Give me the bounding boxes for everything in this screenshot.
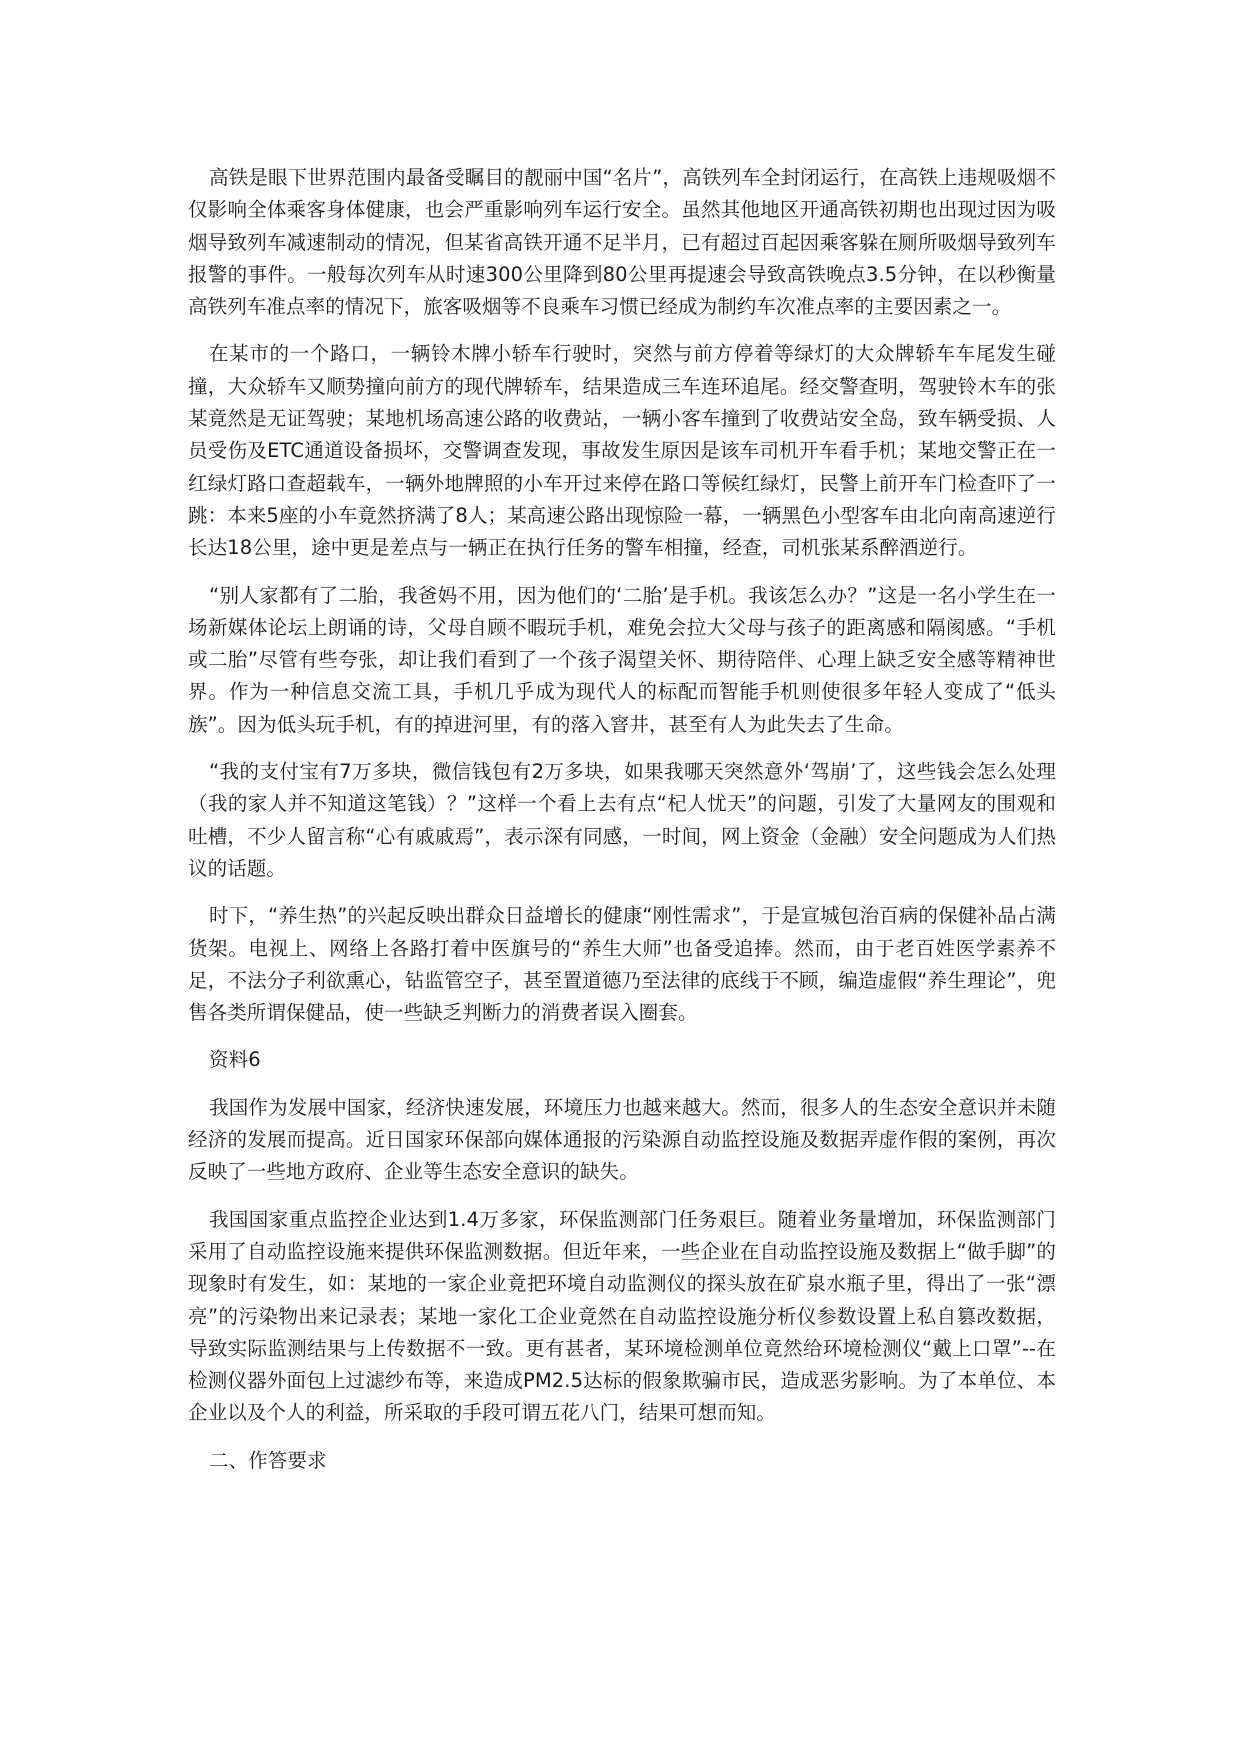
paragraph-high-speed-rail-smoking: 高铁是眼下世界范围内最备受瞩目的靓丽中国“名片”，高铁列车全封闭运行，在高铁上违规吸烟不仅影响全体乘客身体健康，也会严重影响列车运行安全。虽然其他地区开通高铁初期也出现过因为吸烟导致列车减速制动的情况，但某省高铁开通不足半月，已有超过百起因乘客躲在厕所吸烟导致列车报警的事件。一般每次列车从时速300公里降到80公里再提速会导致高铁晚点3.5分钟，在以秒衡量高铁列车准点率的情况下，旅客吸烟等不良乘车习惯已经成为制约车次准点率的主要因素之一。	[188, 166, 1056, 319]
paragraph-health-products: 时下，“养生热”的兴起反映出群众日益增长的健康“刚性需求”，于是宣城包治百病的保健补品占满货架。电视上、网络上各路打着中医旗号的“养生大师”也备受追捧。然而，由于老百姓医学素养不足，不法分子利欲熏心，钻监管空子，甚至置道德乃至法律的底线于不顾，编造虚假“养生理论”，兜售各类所谓保健品，使一些缺乏判断力的消费者误入圈套。	[188, 904, 1056, 1025]
section-heading-answer-requirements: 二、作答要求	[209, 1448, 327, 1472]
document-page	[188, 162, 1056, 1492]
section-heading-material-6: 资料6	[209, 1048, 261, 1072]
paragraph-phone-second-child: “别人家都有了二胎，我爸妈不用，因为他们的‘二胎’是手机。我该怎么办？”这是一名小学生在一场新媒体论坛上朗诵的诗，父母自顾不暇玩手机，难免会拉大父母与孩子的距离感和隔阂感。“手机或二胎”尽管有些夸张，却让我们看到了一个孩子渴望关怀、期待陪伴、心理上缺乏安全感等精神世界。作为一种信息交流工具，手机几乎成为现代人的标配而智能手机则使很多年轻人变成了“低头族”。因为低头玩手机，有的掉进河里，有的落入窨井，甚至有人为此失去了生命。	[188, 583, 1056, 736]
paragraph-monitoring-fraud: 我国国家重点监控企业达到1.4万多家，环保监测部门任务艰巨。随着业务量增加，环保监测部门采用了自动监控设施来提供环保监测数据。但近年来，一些企业在自动监控设施及数据上“做手脚”的现象时有发生，如：某地的一家企业竟把环境自动监测仪的探头放在矿泉水瓶子里，得出了一张“漂亮”的污染物出来记录表；某地一家化工企业竟然在自动监控设施分析仪参数设置上私自篡改数据，导致实际监测结果与上传数据不一致。更有甚者，某环境检测单位竟然给环境检测仪“戴上口罩”--在检测仪器外面包上过滤纱布等，来造成PM2.5达标的假象欺骗市民，造成恶劣影响。为了本单位、本企业以及个人的利益，所采取的手段可谓五花八门，结果可想而知。	[188, 1207, 1056, 1425]
paragraph-online-funds-safety: “我的支付宝有7万多块，微信钱包有2万多块，如果我哪天突然意外‘驾崩’了，这些钱会怎么处理（我的家人并不知道这笔钱）？”这样一个看上去有点“杞人忧天”的问题，引发了大量网友的围观和吐槽，不少人留言称“心有戚戚焉”，表示深有同感，一时间，网上资金（金融）安全问题成为人们热议的话题。	[188, 760, 1056, 880]
paragraph-traffic-violations: 在某市的一个路口，一辆铃木牌小轿车行驶时，突然与前方停着等绿灯的大众牌轿车车尾发生碰撞，大众轿车又顺势撞向前方的现代牌轿车，结果造成三车连环追尾。经交警查明，驾驶铃木车的张某竟然是无证驾驶；某地机场高速公路的收费站，一辆小客车撞到了收费站安全岛，致车辆受损、人员受伤及ETC通道设备损坏，交警调查发现，事故发生原因是该车司机开车看手机；某地交警正在一红绿灯路口查超载车，一辆外地牌照的小车开过来停在路口等候红绿灯，民警上前开车门检查吓了一跳：本来5座的小车竟然挤满了8人；某高速公路出现惊险一幕，一辆黑色小型客车由北向南高速逆行长达18公里，途中更是差点与一辆正在执行任务的警车相撞，经查，司机张某系醉酒逆行。	[188, 342, 1056, 560]
paragraph-ecological-awareness: 我国作为发展中国家，经济快速发展，环境压力也越来越大。然而，很多人的生态安全意识并未随经济的发展而提高。近日国家环保部向媒体通报的污染源自动监控设施及数据弄虚作假的案例，再次反映了一些地方政府、企业等生态安全意识的缺失。	[188, 1095, 1056, 1184]
